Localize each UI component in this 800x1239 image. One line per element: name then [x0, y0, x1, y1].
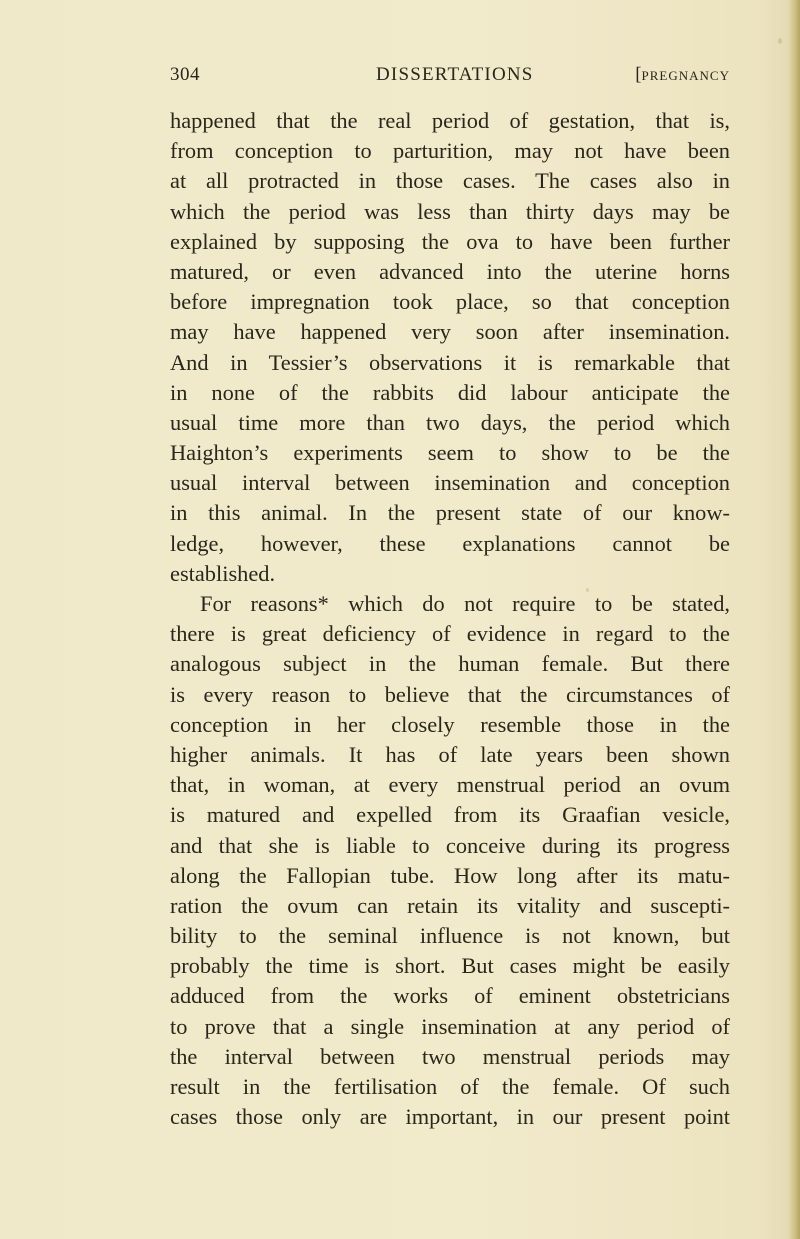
text-line: ledge, however, these explanations cannot be — [170, 530, 730, 556]
page-edge-shadow — [788, 0, 800, 1239]
text-line: happened that the real period of gestation, that is, — [170, 108, 730, 133]
body-text — [170, 106, 730, 1132]
section-bracket: [ — [635, 64, 642, 85]
text-line: conception in her closely resemble those in the — [170, 711, 730, 737]
text-line: probably the time is short. But cases might be easily — [170, 953, 730, 979]
text-line: explained by supposing the ova to have been further — [170, 228, 730, 254]
text-line: bility to the seminal influence is not known, but — [170, 923, 730, 949]
text-line: that, in woman, at every menstrual period an ovum — [170, 772, 730, 798]
text-line: in none of the rabbits did labour anticipate the — [170, 379, 730, 405]
text-line: the interval between two menstrual periods may — [170, 1043, 730, 1069]
text-line: matured, or even advanced into the uterine horns — [170, 258, 730, 284]
section-name: PREGNANCY — [641, 68, 730, 83]
text-line: Haighton’s experiments seem to show to be the — [170, 440, 730, 466]
page-number: 304 — [170, 64, 200, 85]
text-line: may have happened very soon after insemination. — [170, 319, 730, 345]
text-line: in this animal. In the present state of our know- — [170, 500, 730, 526]
text-line: established. — [170, 560, 276, 586]
text-line: ration the ovum can retain its vitality and suscepti- — [170, 892, 730, 918]
text-line: to prove that a single insemination at any period of — [170, 1013, 730, 1039]
text-line: usual time more than two days, the period which — [170, 409, 730, 435]
text-line: higher animals. It has of late years been shown — [170, 741, 730, 767]
running-title: DISSERTATIONS — [376, 64, 534, 85]
section-tag — [635, 64, 730, 86]
page-header — [170, 64, 730, 96]
paper-spot — [778, 38, 782, 44]
text-line: result in the fertilisation of the female. Of such — [170, 1074, 730, 1099]
text-line: analogous subject in the human female. But there — [170, 651, 730, 677]
text-line: at all protracted in those cases. The cases also in — [170, 168, 730, 194]
text-line: And in Tessier’s observations it is remarkable that — [170, 349, 730, 375]
text-line: which the period was less than thirty days may be — [170, 198, 730, 224]
text-line: is every reason to believe that the circumstances of — [170, 681, 730, 707]
text-line: from conception to parturition, may not have been — [170, 138, 730, 164]
text-line: usual interval between insemination and conception — [170, 470, 730, 496]
text-line: and that she is liable to conceive during its progress — [170, 832, 730, 858]
text-line: is matured and expelled from its Graafian vesicle, — [170, 802, 730, 828]
text-line: there is great deficiency of evidence in regard to the — [170, 621, 730, 647]
text-line: along the Fallopian tube. How long after its matu- — [170, 862, 730, 888]
text-line: before impregnation took place, so that conception — [170, 289, 730, 315]
text-line: adduced from the works of eminent obstetricians — [170, 983, 730, 1009]
paragraph-first-line: For reasons* which do not require to be stated, — [200, 591, 730, 616]
text-line: cases those only are important, in our present point — [170, 1104, 730, 1130]
